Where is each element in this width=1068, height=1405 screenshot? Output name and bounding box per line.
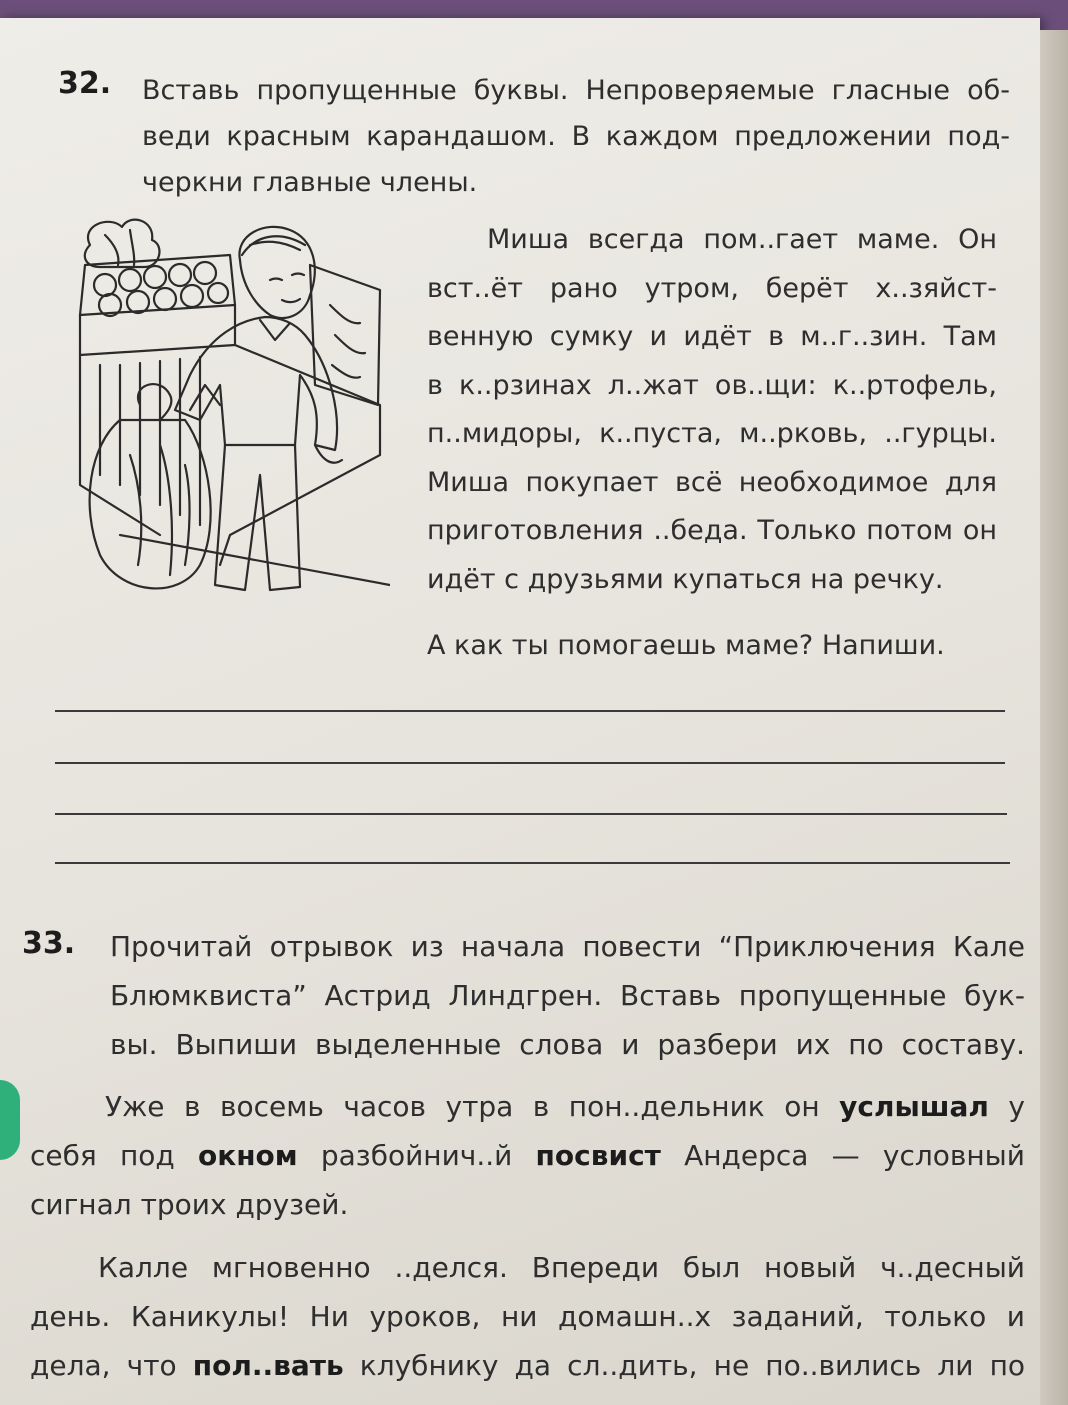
text-line: приготовления ..беда. Только потом он: [427, 515, 997, 546]
instruction-line: Прочитай отрывок из начала повести “Приключения Кале: [110, 930, 1025, 963]
text-line: венную сумку и идёт в м..г..зин. Там: [427, 321, 997, 352]
story-line: [30, 1341, 1025, 1390]
text-line: в к..рзинах л..жат ов..щи: к..ртофель,: [427, 369, 997, 401]
thumb: [0, 1080, 20, 1160]
text-line: п..мидоры, к..пуста, м..рковь, ..гурцы.: [427, 418, 997, 449]
story-text: себя под: [30, 1139, 198, 1172]
answer-line: [55, 710, 1005, 712]
instruction-line: черкни главные члены.: [142, 167, 478, 198]
answer-line: [55, 762, 1005, 764]
story-line: [30, 1082, 1025, 1131]
story-text: разбойнич..й: [297, 1139, 536, 1172]
boy-with-shopping-bag-illustration: [60, 205, 390, 605]
task-33-instruction: [110, 922, 1025, 1069]
text-line: Миша покупает всё необходимое для: [427, 466, 997, 498]
task-number-32: 32.: [58, 66, 112, 101]
story-line: [30, 1131, 1025, 1180]
story-text: Андерса — условный: [660, 1139, 1025, 1172]
page-edge: [1040, 30, 1068, 1405]
answer-line: [55, 813, 1007, 815]
highlighted-word: окном: [197, 1139, 298, 1172]
story-text: Уже в восемь часов утра в пон..дельник он: [105, 1090, 840, 1123]
text-line: вст..ёт рано утром, берёт х..зяйст-: [427, 272, 997, 304]
answer-line: [55, 862, 1010, 864]
story-text: у: [988, 1090, 1025, 1123]
instruction-line: Вставь пропущенные буквы. Непроверяемые гласные об-: [142, 75, 1010, 106]
text-line: идёт с друзьями купаться на речку.: [427, 563, 944, 595]
instruction-line: Блюмквиста” Астрид Линдгрен. Вставь пропущенные бук-: [110, 979, 1025, 1012]
task-33-story: [30, 1082, 1025, 1390]
task-32-text: [427, 216, 997, 604]
task-32-question: А как ты помогаешь маме? Напиши.: [427, 630, 945, 661]
story-text: дела, что: [30, 1349, 193, 1382]
story-line: день. Каникулы! Ни уроков, ни домашн..х заданий, только и: [30, 1300, 1025, 1333]
text-line: Миша всегда пом..гает маме. Он: [487, 224, 997, 255]
highlighted-word: посвист: [535, 1139, 661, 1172]
task-32-instruction: [142, 68, 1010, 206]
highlighted-word: услышал: [839, 1090, 989, 1123]
story-text: клубнику да сл..дить, не по..вились ли по: [343, 1349, 1026, 1382]
story-line: Калле мгновенно ..делся. Впереди был новый ч..десный: [98, 1251, 1025, 1284]
task-number-33: 33.: [22, 926, 76, 961]
story-line: сигнал троих друзей.: [30, 1188, 349, 1221]
instruction-line: веди красным карандашом. В каждом предложении под-: [142, 121, 1010, 152]
instruction-line: вы. Выпиши выделенные слова и разбери их по составу.: [110, 1028, 1025, 1061]
highlighted-word: пол..вать: [192, 1349, 344, 1382]
